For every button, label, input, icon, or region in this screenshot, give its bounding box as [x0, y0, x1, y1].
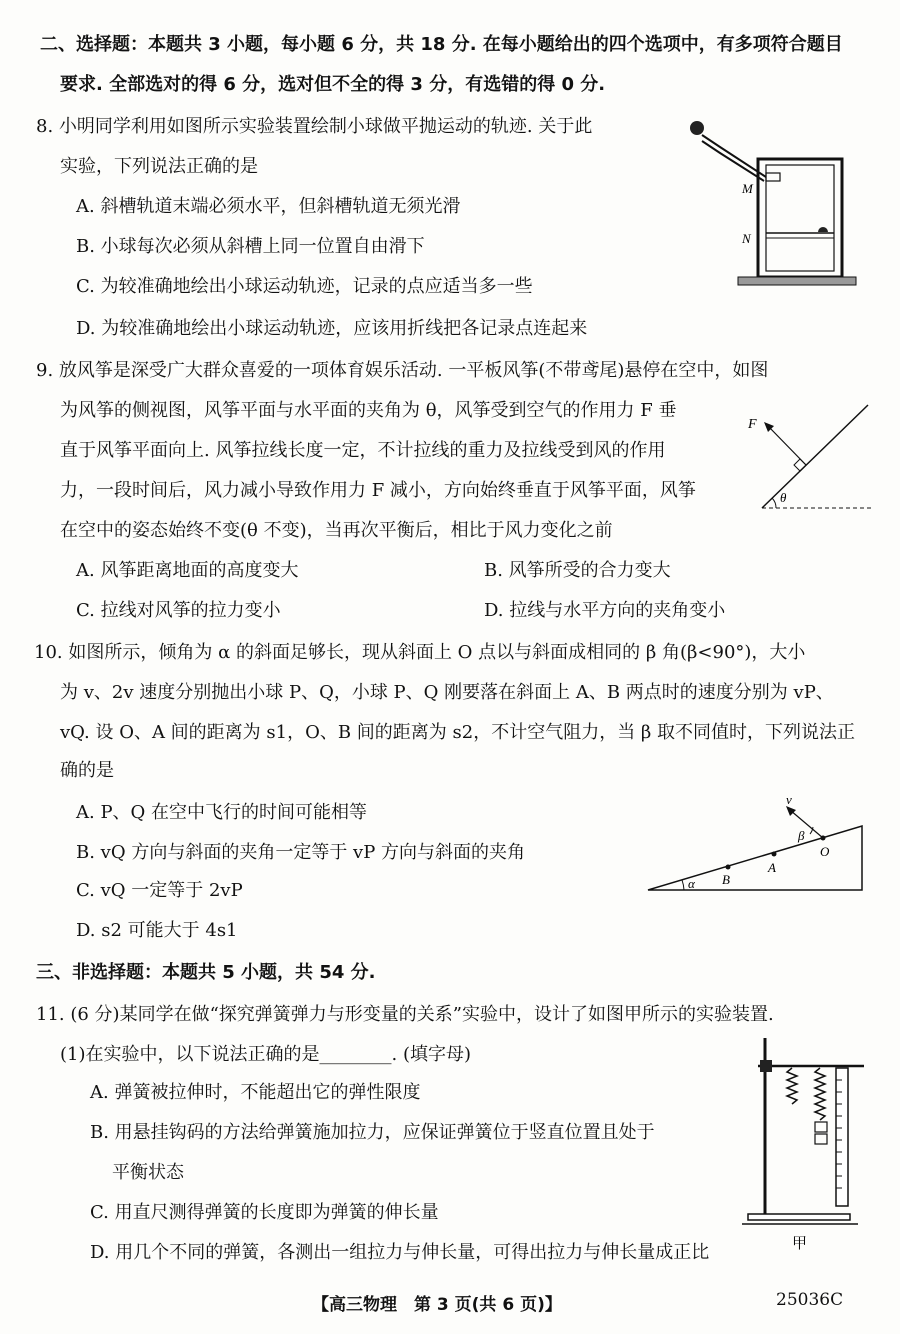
incline-projectile-figure [640, 790, 870, 900]
fig8-label-n: N [742, 231, 751, 246]
kite-force-figure [740, 400, 880, 515]
q10-stem-line1: 10. 如图所示，倾角为 α 的斜面足够长，现从斜面上 O 点以与斜面成相同的 β 角(β<90°)，大小 [34, 642, 806, 663]
fig10-label-alpha: α [688, 876, 695, 891]
section2-header-line2: 要求. 全部选对的得 6 分，选对但不全的得 3 分，有选错的得 0 分. [60, 74, 606, 95]
q11-sub1: (1)在实验中，以下说法正确的是________. (填字母) [60, 1044, 471, 1065]
projectile-apparatus-figure [680, 115, 860, 295]
q11-option-c: C. 用直尺测得弹簧的长度即为弹簧的伸长量 [90, 1202, 439, 1223]
q10-stem-line3: vQ. 设 O、A 间的距离为 s1，O、B 间的距离为 s2，不计空气阻力，当 β 取不同值时，下列说法正 [60, 722, 856, 743]
q9-option-d: D. 拉线与水平方向的夹角变小 [484, 600, 726, 621]
fig8-label-m: M [742, 181, 753, 196]
q10-option-c: C. vQ 一定等于 2vP [76, 880, 243, 901]
q9-option-c: C. 拉线对风筝的拉力变小 [76, 600, 281, 621]
q10-stem-line4: 确的是 [60, 760, 114, 781]
q11-stem: 11. (6 分)某同学在做“探究弹簧弹力与形变量的关系”实验中，设计了如图甲所示的实验装置. [36, 1004, 774, 1025]
q8-option-a: A. 斜槽轨道末端必须水平，但斜槽轨道无须光滑 [76, 196, 461, 217]
q8-option-c: C. 为较准确地绘出小球运动轨迹，记录的点应适当多一些 [76, 276, 533, 297]
q9-stem-line2: 为风筝的侧视图，风筝平面与水平面的夹角为 θ，风筝受到空气的作用力 F 垂 [60, 400, 677, 421]
q9-stem-line5: 在空中的姿态始终不变(θ 不变)，当再次平衡后，相比于风力变化之前 [60, 520, 613, 541]
exam-code: 25036C [776, 1290, 844, 1310]
section3-header: 三、非选择题：本题共 5 小题，共 54 分. [36, 962, 376, 983]
q11-option-b-cont: 平衡状态 [112, 1162, 184, 1183]
q9-option-b: B. 风筝所受的合力变大 [484, 560, 671, 581]
fig10-label-b: B [722, 872, 730, 887]
fig10-label-v: v [786, 792, 792, 807]
fig9-label-f: F [748, 417, 757, 432]
fig10-label-a: A [768, 860, 776, 875]
q9-stem-line1: 9. 放风筝是深受广大群众喜爱的一项体育娱乐活动. 一平板风筝(不带鸢尾)悬停在空中，如图 [36, 360, 769, 381]
q11-option-d: D. 用几个不同的弹簧，各测出一组拉力与伸长量，可得出拉力与伸长量成正比 [90, 1242, 710, 1263]
q11-option-b: B. 用悬挂钩码的方法给弹簧施加拉力，应保证弹簧位于竖直位置且处于 [90, 1122, 655, 1143]
q10-option-b: B. vQ 方向与斜面的夹角一定等于 vP 方向与斜面的夹角 [76, 842, 526, 863]
q10-option-d: D. s2 可能大于 4s1 [76, 920, 238, 941]
q10-option-a: A. P、Q 在空中飞行的时间可能相等 [76, 802, 368, 823]
page-footer: 【高三物理 第 3 页(共 6 页)】 [312, 1295, 562, 1315]
section2-header-line1: 二、选择题：本题共 3 小题，每小题 6 分，共 18 分. 在每小题给出的四个选项中，有多项符合题目 [40, 34, 843, 55]
fig10-label-o: O [820, 844, 830, 859]
spring-stand-figure [740, 1030, 870, 1255]
q9-stem-line3: 直于风筝平面向上. 风筝拉线长度一定，不计拉线的重力及拉线受到风的作用 [60, 440, 666, 461]
q8-option-d: D. 为较准确地绘出小球运动轨迹，应该用折线把各记录点连起来 [76, 318, 588, 339]
q8-stem-line2: 实验，下列说法正确的是 [60, 156, 258, 177]
q11-option-a: A. 弹簧被拉伸时，不能超出它的弹性限度 [90, 1082, 421, 1103]
fig11-caption: 甲 [792, 1234, 808, 1252]
q8-stem-line1: 8. 小明同学利用如图所示实验装置绘制小球做平抛运动的轨迹. 关于此 [36, 116, 593, 137]
fig9-label-theta: θ [780, 490, 787, 505]
fig10-label-beta: β [798, 828, 805, 843]
q8-option-b: B. 小球每次必须从斜槽上同一位置自由滑下 [76, 236, 425, 257]
q10-stem-line2: 为 v、2v 速度分别抛出小球 P、Q，小球 P、Q 刚要落在斜面上 A、B 两点时的速度分别为 vP、 [60, 682, 834, 703]
q9-stem-line4: 力，一段时间后，风力减小导致作用力 F 减小，方向始终垂直于风筝平面，风筝 [60, 480, 696, 501]
q9-option-a: A. 风筝距离地面的高度变大 [76, 560, 299, 581]
